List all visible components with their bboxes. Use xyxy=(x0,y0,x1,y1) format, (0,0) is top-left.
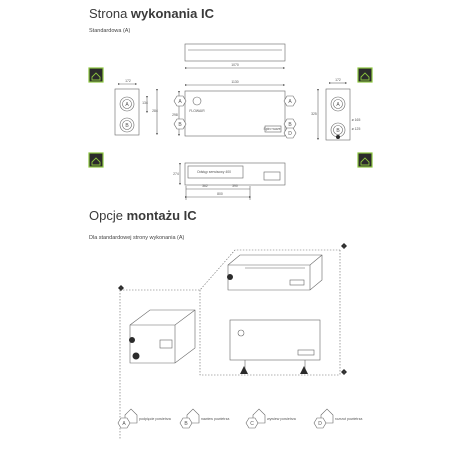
section-subtitle-side: Standardowa (A) xyxy=(89,28,131,34)
legend-text-d: rozrzut powietrza xyxy=(335,417,363,421)
port-letter-b-right2: B xyxy=(288,122,292,128)
floor-unit-connector xyxy=(129,337,135,343)
callout-2: 2 xyxy=(342,243,346,249)
bottom-view xyxy=(180,163,285,200)
legend-text-b: nawiew powietrza xyxy=(201,417,230,421)
bottom-tag: Odstęp serwisowy 400 xyxy=(196,170,232,174)
dim-bottom-total: 800 xyxy=(217,192,223,196)
section-title-side: Strona wykonania IC xyxy=(89,6,214,21)
legend-text-c: wywiew powietrza xyxy=(267,417,296,421)
wall-unit xyxy=(230,320,320,370)
dim-bottom-b: 390 xyxy=(232,184,238,188)
dim-front-height: 298 xyxy=(172,113,178,117)
port-letter-a-left: A xyxy=(178,99,182,105)
section-title-mounting: Opcje montażu IC xyxy=(89,208,197,223)
dim-right-d1: ø 165 xyxy=(351,118,361,122)
dim-right-h: 325 xyxy=(311,112,317,116)
dim-left-w: 172 xyxy=(125,79,131,83)
legend-letter-b: B xyxy=(184,421,188,427)
legend-letter-c: C xyxy=(250,421,254,427)
dim-left-h1: 134 xyxy=(142,101,148,105)
port-letter-b-side: B xyxy=(125,123,129,129)
callout-1: 1 xyxy=(119,285,123,291)
callout-3: 3 xyxy=(342,369,346,375)
right-side-view xyxy=(318,83,350,140)
port-letter-a-right: A xyxy=(336,102,340,108)
port-letter-b-left: B xyxy=(178,122,182,128)
legend-letter-d: D xyxy=(318,421,322,427)
floor-unit-connector xyxy=(133,353,140,360)
left-side-view xyxy=(115,84,157,135)
mount-foot xyxy=(240,366,248,374)
port-marker-d xyxy=(336,135,340,139)
ceiling-unit xyxy=(228,255,322,290)
dim-right-d2: ø 125 xyxy=(351,127,361,131)
dim-front-width: 1130 xyxy=(231,80,239,84)
legend-letter-a: A xyxy=(122,421,126,427)
port-letter-b-right: B xyxy=(336,128,340,134)
port-letter-d: D xyxy=(288,131,292,137)
section-subtitle-mounting: Dla standardowej strony wykonania (A) xyxy=(89,235,185,241)
dim-left-h2: 284 xyxy=(152,109,158,113)
brand-label: FLOWAIR xyxy=(189,109,205,113)
dim-right-w: 172 xyxy=(335,78,341,82)
dim-top-width: 1070 xyxy=(231,63,239,67)
floor-unit xyxy=(130,310,195,363)
dim-bottom-h: 274 xyxy=(173,172,179,176)
front-tag: Spiro·wave xyxy=(263,127,281,131)
dim-bottom-a: 362 xyxy=(202,184,208,188)
mount-foot xyxy=(300,366,308,374)
ceiling-unit-connector xyxy=(227,274,233,280)
port-letter-a-right2: A xyxy=(288,99,292,105)
legend-text-a: podpięcie powietrza xyxy=(139,417,171,421)
port-letter-a-side: A xyxy=(125,102,129,108)
